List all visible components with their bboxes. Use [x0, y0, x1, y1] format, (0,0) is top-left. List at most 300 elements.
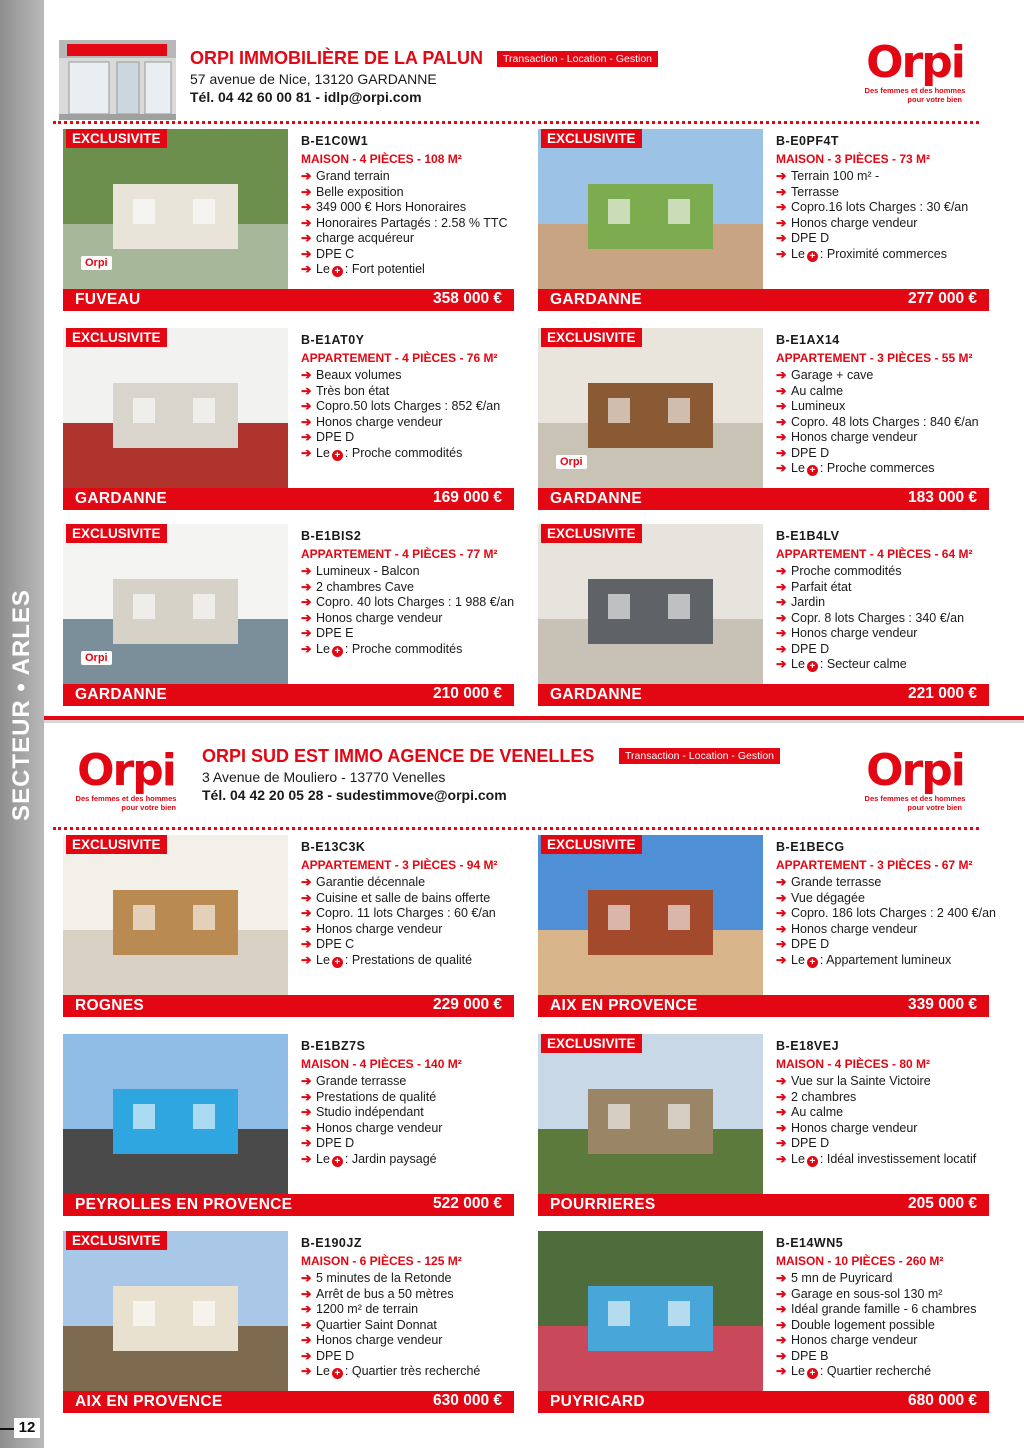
listing-feature — [301, 1318, 513, 1334]
listing-feature — [776, 875, 988, 891]
listing-feature — [301, 368, 513, 384]
arrow-icon: ➔ — [301, 430, 312, 444]
highlight-text: : Quartier très recherché — [344, 1364, 481, 1378]
feature-text: Quartier Saint Donnat — [316, 1317, 437, 1332]
listing-feature — [301, 1090, 513, 1106]
arrow-icon: ➔ — [301, 262, 312, 276]
city-price-bar — [538, 1194, 989, 1216]
feature-text: Terrasse — [791, 184, 839, 199]
listing-price: 169 000 € — [433, 489, 502, 506]
highlight-label: Le — [316, 1151, 330, 1166]
listing-feature — [301, 430, 513, 446]
listing-reference: B-E18VEJ — [776, 1039, 840, 1053]
listing-card[interactable] — [63, 835, 514, 1021]
listing-info — [776, 1039, 988, 1167]
arrow-icon: ➔ — [776, 641, 787, 656]
listing-price: 680 000 € — [908, 1392, 977, 1409]
listing-feature — [301, 595, 513, 611]
property-photo — [538, 1034, 763, 1194]
agency1-address: 57 avenue de Nice, 13120 GARDANNE — [190, 71, 437, 87]
exclusive-badge: EXCLUSIVITE — [66, 524, 167, 543]
listing-highlight — [301, 642, 513, 658]
property-photo — [538, 835, 763, 995]
listing-info — [776, 840, 996, 968]
feature-text: Prestations de qualité — [316, 1089, 437, 1104]
listing-feature — [301, 1121, 513, 1137]
listing-feature — [776, 1349, 988, 1365]
property-photo — [63, 835, 288, 995]
listing-type: APPARTEMENT - 3 PIÈCES - 55 M² — [776, 351, 973, 365]
listing-feature — [776, 231, 988, 247]
agency1-contact: Tél. 04 42 60 00 81 - idlp@orpi.com — [190, 89, 422, 105]
agency2-contact: Tél. 04 42 20 05 28 - sudestimmove@orpi.com — [202, 787, 507, 803]
listing-feature — [776, 564, 988, 580]
feature-text: Copro.50 lots Charges : 852 €/an — [316, 399, 501, 413]
listing-reference: B-E1C0W1 — [301, 134, 369, 148]
listing-card[interactable] — [63, 524, 514, 710]
feature-text: Copro. 48 lots Charges : 840 €/an — [791, 414, 979, 429]
listing-info — [776, 333, 988, 477]
feature-text: Honos charge vendeur — [316, 1120, 443, 1135]
listing-feature — [776, 580, 988, 596]
listing-card[interactable] — [63, 1231, 514, 1417]
listing-highlight — [301, 262, 513, 278]
arrow-icon: ➔ — [301, 937, 312, 951]
feature-text: Au calme — [791, 383, 844, 398]
city-price-bar — [63, 1194, 514, 1216]
plus-icon: + — [332, 957, 343, 968]
arrow-icon: ➔ — [776, 1302, 787, 1316]
highlight-label: Le — [791, 1364, 805, 1378]
feature-text: DPE D — [791, 445, 830, 460]
listing-info — [776, 134, 988, 262]
feature-text: DPE D — [791, 1136, 830, 1150]
feature-text: Honos charge vendeur — [316, 1333, 443, 1347]
city-price-bar — [538, 488, 989, 510]
feature-text: 2 chambres — [791, 1089, 857, 1104]
listing-reference: B-E1B4LV — [776, 529, 840, 543]
listing-city: PEYROLLES EN PROVENCE — [75, 1196, 293, 1213]
feature-text: Au calme — [791, 1105, 844, 1119]
feature-text: Copro. 40 lots Charges : 1 988 €/an — [316, 595, 515, 609]
listing-highlight — [776, 461, 988, 477]
orpi-logo-tagline-1: Des femmes et des hommes — [864, 794, 966, 803]
listing-feature — [776, 1090, 988, 1106]
arrow-icon: ➔ — [301, 1286, 312, 1301]
listing-card[interactable] — [538, 129, 989, 315]
arrow-icon: ➔ — [301, 564, 312, 578]
listing-reference: B-E13C3K — [301, 840, 366, 854]
arrow-icon: ➔ — [776, 246, 787, 261]
feature-text: DPE C — [316, 246, 355, 261]
feature-text: Copro.16 lots Charges : 30 €/an — [791, 200, 969, 214]
orpi-logo-tagline-2: pour votre bien — [907, 803, 962, 812]
orpi-logo-tagline-2: pour votre bien — [907, 95, 962, 104]
orpi-logo-tagline-1: Des femmes et des hommes — [864, 86, 966, 95]
arrow-icon: ➔ — [301, 952, 312, 967]
arrow-icon: ➔ — [776, 952, 787, 967]
listing-feature — [776, 595, 988, 611]
listing-price: 630 000 € — [433, 1392, 502, 1409]
listing-city: GARDANNE — [550, 686, 642, 703]
feature-text: 349 000 € Hors Honoraires — [316, 200, 467, 214]
listing-card[interactable] — [538, 835, 996, 1021]
listing-city: AIX EN PROVENCE — [75, 1393, 223, 1410]
listing-feature — [301, 1349, 513, 1365]
plus-icon: + — [332, 1156, 343, 1167]
arrow-icon: ➔ — [301, 1364, 312, 1378]
feature-text: Honos charge vendeur — [791, 215, 918, 230]
listing-price: 229 000 € — [433, 996, 502, 1013]
city-price-bar — [63, 1391, 514, 1413]
arrow-icon: ➔ — [301, 184, 312, 199]
feature-text: Honos charge vendeur — [791, 430, 918, 444]
feature-text: 1200 m² de terrain — [316, 1302, 419, 1316]
listing-feature — [776, 642, 988, 658]
listing-info — [301, 1236, 513, 1380]
listing-feature — [776, 384, 988, 400]
feature-text: DPE D — [791, 641, 830, 656]
arrow-icon: ➔ — [776, 1364, 787, 1378]
listing-card[interactable] — [538, 1034, 989, 1220]
listing-highlight — [776, 657, 988, 673]
listing-feature — [301, 247, 513, 263]
listing-card[interactable] — [538, 1231, 989, 1417]
feature-text: 5 minutes de la Retonde — [316, 1271, 452, 1285]
highlight-text: : Appartement lumineux — [819, 952, 952, 967]
agency2-orpi-logo-left — [68, 745, 184, 812]
listing-feature — [301, 1074, 513, 1090]
highlight-label: Le — [791, 461, 805, 475]
agency1-storefront-photo — [59, 40, 176, 120]
arrow-icon: ➔ — [776, 610, 787, 625]
orpi-logo-tagline-1: Des femmes et des hommes — [75, 794, 177, 803]
listing-type: MAISON - 4 PIÈCES - 108 M² — [301, 152, 462, 166]
listing-feature — [301, 415, 513, 431]
listing-feature — [776, 368, 988, 384]
listing-city: GARDANNE — [75, 490, 167, 507]
arrow-icon: ➔ — [301, 906, 312, 920]
exclusive-badge: EXCLUSIVITE — [66, 835, 167, 854]
listing-card[interactable] — [63, 1034, 514, 1220]
feature-text: DPE D — [791, 937, 830, 951]
exclusive-badge: EXCLUSIVITE — [541, 129, 642, 148]
feature-text: Grande terrasse — [316, 1074, 407, 1088]
feature-text: DPE D — [791, 231, 830, 245]
highlight-label: Le — [791, 952, 805, 967]
arrow-icon: ➔ — [301, 383, 312, 398]
listing-feature — [301, 580, 513, 596]
arrow-icon: ➔ — [301, 1151, 312, 1166]
arrow-icon: ➔ — [301, 399, 312, 413]
feature-text: Honos charge vendeur — [316, 921, 443, 936]
listing-type: MAISON - 10 PIÈCES - 260 M² — [776, 1254, 944, 1268]
feature-text: Grande terrasse — [791, 875, 882, 889]
arrow-icon: ➔ — [301, 1348, 312, 1363]
arrow-icon: ➔ — [776, 445, 787, 460]
arrow-icon: ➔ — [776, 1317, 787, 1332]
arrow-icon: ➔ — [776, 1074, 787, 1088]
listing-price: 183 000 € — [908, 489, 977, 506]
arrow-icon: ➔ — [776, 1151, 787, 1166]
listing-feature — [776, 937, 988, 953]
listing-feature — [776, 906, 996, 922]
listing-feature — [776, 1105, 988, 1121]
feature-text: Honoraires Partagés : 2.58 % TTC — [316, 215, 508, 230]
listing-feature — [776, 169, 988, 185]
listing-city: AIX EN PROVENCE — [550, 997, 698, 1014]
highlight-label: Le — [791, 1151, 805, 1166]
agency1-dotted-rule — [53, 121, 979, 124]
listing-highlight — [301, 953, 513, 969]
listing-feature — [301, 231, 513, 247]
arrow-icon: ➔ — [301, 610, 312, 625]
arrow-icon: ➔ — [301, 1271, 312, 1285]
feature-text: Arrêt de bus a 50 mètres — [316, 1286, 454, 1301]
listing-type: MAISON - 6 PIÈCES - 125 M² — [301, 1254, 462, 1268]
arrow-icon: ➔ — [776, 626, 787, 640]
city-price-bar — [63, 995, 514, 1017]
feature-text: DPE D — [316, 1136, 355, 1150]
plus-icon: + — [807, 1156, 818, 1167]
orpi-logo-word: Orpi — [866, 37, 964, 88]
arrow-icon: ➔ — [776, 657, 787, 671]
feature-text: DPE C — [316, 937, 355, 951]
feature-text: Copro. 11 lots Charges : 60 €/an — [316, 906, 496, 920]
listing-feature — [776, 1318, 988, 1334]
listing-reference: B-E1BZ7S — [301, 1039, 366, 1053]
listing-city: FUVEAU — [75, 291, 141, 308]
orpi-photo-logo: Orpi — [81, 256, 112, 270]
arrow-icon: ➔ — [301, 1136, 312, 1150]
arrow-icon: ➔ — [301, 641, 312, 656]
listing-reference: B-E1BIS2 — [301, 529, 362, 543]
listing-feature — [776, 446, 988, 462]
listing-highlight — [776, 953, 988, 969]
city-price-bar — [538, 289, 989, 311]
feature-text: Lumineux — [791, 399, 846, 413]
listing-info — [776, 529, 988, 673]
arrow-icon: ➔ — [776, 368, 787, 382]
agency2-dotted-rule — [53, 827, 979, 830]
arrow-icon: ➔ — [301, 1333, 312, 1347]
arrow-icon: ➔ — [301, 875, 312, 889]
highlight-text: : Proche commodités — [344, 445, 463, 460]
agency1-name: ORPI IMMOBILIÈRE DE LA PALUN — [190, 48, 484, 68]
listing-reference: B-E1AT0Y — [301, 333, 365, 347]
listing-feature — [301, 891, 513, 907]
feature-text: Studio indépendant — [316, 1105, 424, 1119]
arrow-icon: ➔ — [301, 1105, 312, 1119]
listing-card[interactable] — [63, 129, 514, 315]
section-divider-shadow — [44, 720, 1024, 723]
listing-feature — [776, 200, 988, 216]
city-price-bar — [63, 488, 514, 510]
listing-feature — [776, 1287, 988, 1303]
plus-icon: + — [332, 646, 343, 657]
agency2-header — [202, 746, 594, 803]
feature-text: Copr. 8 lots Charges : 340 €/an — [791, 610, 965, 625]
highlight-label: Le — [316, 641, 330, 656]
listing-feature — [776, 891, 988, 907]
arrow-icon: ➔ — [776, 383, 787, 398]
listing-reference: B-E14WN5 — [776, 1236, 844, 1250]
arrow-icon: ➔ — [776, 906, 787, 920]
listing-feature — [776, 399, 988, 415]
listing-city: GARDANNE — [550, 490, 642, 507]
plus-icon: + — [332, 266, 343, 277]
listing-reference: B-E190JZ — [301, 1236, 362, 1250]
arrow-icon: ➔ — [301, 1302, 312, 1316]
listing-feature — [776, 922, 988, 938]
listing-city: PUYRICARD — [550, 1393, 645, 1410]
orpi-photo-logo: Orpi — [81, 651, 112, 665]
listing-feature — [301, 564, 513, 580]
feature-text: DPE B — [791, 1348, 829, 1363]
listing-feature — [776, 415, 988, 431]
arrow-icon: ➔ — [776, 1136, 787, 1150]
listing-price: 339 000 € — [908, 996, 977, 1013]
listing-info — [301, 333, 513, 461]
arrow-icon: ➔ — [776, 937, 787, 951]
agency2-services-tag: Transaction - Location - Gestion — [619, 748, 780, 764]
exclusive-badge: EXCLUSIVITE — [66, 1231, 167, 1250]
listing-feature — [301, 384, 513, 400]
feature-text: Cuisine et salle de bains offerte — [316, 890, 491, 905]
arrow-icon: ➔ — [301, 169, 312, 183]
arrow-icon: ➔ — [776, 231, 787, 245]
listing-type: APPARTEMENT - 4 PIÈCES - 76 M² — [301, 351, 498, 365]
highlight-text: : Secteur calme — [819, 657, 907, 671]
arrow-icon: ➔ — [776, 890, 787, 905]
exclusive-badge: EXCLUSIVITE — [66, 129, 167, 148]
agency2-address: 3 Avenue de Mouliero - 13770 Venelles — [202, 769, 446, 785]
listing-city: GARDANNE — [75, 686, 167, 703]
arrow-icon: ➔ — [301, 231, 312, 245]
property-photo — [63, 1231, 288, 1391]
listing-price: 522 000 € — [433, 1195, 502, 1212]
listing-feature — [301, 1287, 513, 1303]
arrow-icon: ➔ — [301, 579, 312, 594]
arrow-icon: ➔ — [776, 430, 787, 444]
agency1-header — [190, 48, 483, 105]
highlight-text: : Jardin paysagé — [344, 1151, 437, 1166]
listing-type: MAISON - 4 PIÈCES - 140 M² — [301, 1057, 462, 1071]
city-price-bar — [538, 684, 989, 706]
arrow-icon: ➔ — [301, 1074, 312, 1088]
listing-feature — [776, 1074, 988, 1090]
arrow-icon: ➔ — [776, 1089, 787, 1104]
listing-feature — [776, 611, 988, 627]
highlight-label: Le — [316, 262, 330, 276]
feature-text: 5 mn de Puyricard — [791, 1271, 893, 1285]
highlight-text: : Prestations de qualité — [344, 952, 473, 967]
arrow-icon: ➔ — [301, 1317, 312, 1332]
listing-reference: B-E0PF4T — [776, 134, 840, 148]
listing-city: GARDANNE — [550, 291, 642, 308]
city-price-bar — [538, 995, 989, 1017]
plus-icon: + — [807, 251, 818, 262]
listing-info — [301, 529, 513, 657]
feature-text: Très bon état — [316, 383, 390, 398]
highlight-text: : Fort potentiel — [344, 262, 425, 276]
arrow-icon: ➔ — [776, 875, 787, 889]
feature-text: Garantie décennale — [316, 875, 426, 889]
feature-text: Belle exposition — [316, 184, 404, 199]
arrow-icon: ➔ — [301, 890, 312, 905]
listing-feature — [776, 1121, 988, 1137]
exclusive-badge: EXCLUSIVITE — [541, 328, 642, 347]
feature-text: Copro. 186 lots Charges : 2 400 €/an — [791, 906, 996, 920]
listing-card[interactable] — [538, 524, 989, 710]
city-price-bar — [63, 684, 514, 706]
property-photo — [63, 328, 288, 488]
highlight-text: : Idéal investissement locatif — [819, 1151, 977, 1166]
highlight-text: : Quartier recherché — [819, 1364, 932, 1378]
listing-price: 210 000 € — [433, 685, 502, 702]
agency2-orpi-logo-right — [852, 745, 978, 812]
orpi-logo-word: Orpi — [77, 745, 175, 796]
feature-text: Honos charge vendeur — [791, 1333, 918, 1347]
sector-sidebar — [0, 0, 44, 1448]
feature-text: Vue sur la Sainte Victoire — [791, 1074, 931, 1088]
arrow-icon: ➔ — [301, 595, 312, 609]
feature-text: Vue dégagée — [791, 890, 865, 905]
exclusive-badge: EXCLUSIVITE — [541, 1034, 642, 1053]
feature-text: Idéal grande famille - 6 chambres — [791, 1302, 977, 1316]
listing-feature — [301, 611, 513, 627]
listing-type: APPARTEMENT - 3 PIÈCES - 67 M² — [776, 858, 973, 872]
orpi-logo-word: Orpi — [866, 745, 964, 796]
listing-feature — [301, 937, 513, 953]
arrow-icon: ➔ — [776, 200, 787, 214]
listing-highlight — [776, 247, 988, 263]
listing-card[interactable] — [63, 328, 514, 514]
feature-text: Honos charge vendeur — [791, 626, 918, 640]
sector-label: SECTEUR • ARLES — [8, 589, 35, 821]
listing-reference: B-E1AX14 — [776, 333, 840, 347]
listing-feature — [301, 399, 513, 415]
listing-feature — [301, 1136, 513, 1152]
arrow-icon: ➔ — [776, 564, 787, 578]
feature-text: Garage en sous-sol 130 m² — [791, 1286, 943, 1301]
listing-info — [301, 1039, 513, 1167]
listing-price: 277 000 € — [908, 290, 977, 307]
city-price-bar — [63, 289, 514, 311]
arrow-icon: ➔ — [776, 461, 787, 475]
listing-card[interactable] — [538, 328, 989, 514]
highlight-text: : Proche commodités — [344, 641, 463, 656]
listing-highlight — [776, 1152, 988, 1168]
feature-text: Beaux volumes — [316, 368, 402, 382]
feature-text: Double logement possible — [791, 1317, 935, 1332]
arrow-icon: ➔ — [776, 1286, 787, 1301]
listing-city: POURRIERES — [550, 1196, 656, 1213]
property-photo — [538, 1231, 763, 1391]
listing-feature — [301, 185, 513, 201]
highlight-label: Le — [791, 657, 805, 671]
listing-feature — [301, 906, 513, 922]
listing-price: 221 000 € — [908, 685, 977, 702]
arrow-icon: ➔ — [301, 200, 312, 214]
arrow-icon: ➔ — [776, 1348, 787, 1363]
arrow-icon: ➔ — [776, 1271, 787, 1285]
listing-city: ROGNES — [75, 997, 144, 1014]
listing-price: 358 000 € — [433, 290, 502, 307]
listing-feature — [301, 875, 513, 891]
listing-highlight — [301, 446, 513, 462]
listing-info — [776, 1236, 988, 1380]
